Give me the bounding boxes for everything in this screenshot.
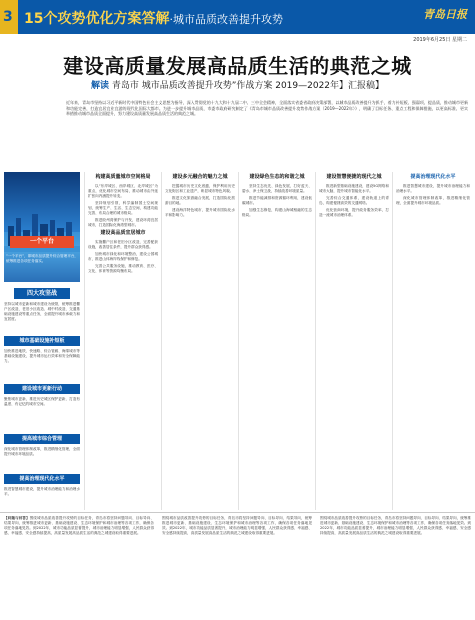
article-column-1 [88,172,158,512]
column-paragraph: 挖掘城市历史文化底蕴，保护利用历史文化街区和工业遗产，彰显城市特色风貌。 [165,184,235,193]
dateline: 2019年6月25日 星期二 [413,37,467,43]
column-heading: 建设绿色生态的和谐之城 [249,174,305,180]
column-paragraph: 完善公共服务设施，推动教育、医疗、文化、体育等资源均衡布局。 [88,264,158,273]
column-paragraph: 推进文化旅游融合发展，打造国际化旅游目的地。 [165,196,235,205]
banner-subtitle: ·城市品质改善提升攻势 [169,13,283,26]
bottom-divider [0,512,475,513]
bottom-column-3 [320,516,471,616]
bottom-article [4,516,471,616]
article-column-4 [319,172,389,512]
newspaper-logo: 青岛日报 [423,8,467,21]
column-heading: 提高治理现代化水平 [410,174,456,180]
banner-title [24,8,283,28]
bottom-text: 围绕城市品质改善提升攻势的目标任务，青岛市将坚持问题导向、目标导向、结果导向，统筹推进城市更新、基础设施建设、生态环境保护和城市治理等各项工作，确保各项任务落地见效。到2022年，城市功能品质显著提升，城市治理能力明显增强，人民群众获得感、幸福感、安全感持续提高，高质量发展高品质生活的典范之城建设取得重要进展。 [162,516,312,535]
column-rule [161,172,162,510]
article-column-5 [396,172,470,512]
page-number: 3 [3,9,13,25]
left-column [4,172,80,510]
hero-tag: 一个平台 [10,236,74,248]
column-heading: 建设多元融合的魅力之城 [172,174,228,180]
section-text-4: 深化城市管理体制改革，推进精细化管理，全面提升城市环境品质。 [4,447,80,456]
column-rule [84,172,85,510]
bottom-text: 围绕城市品质改善提升攻势的目标任务，青岛市将坚持问题导向、目标导向、结果导向，统筹推进城市更新、基础设施建设、生态环境保护和城市治理等各项工作，确保各项任务落地见效。到2022年，城市功能品质显著提升，城市治理能力明显增强，人民群众获得感、幸福感、安全感持续提高，高质量发展高品质生活的典范之城建设取得重要进展。 [4,516,154,535]
column-paragraph: 加强生态修复，构建山海城相融的生态格局。 [242,208,312,217]
bottom-column-1 [4,516,154,616]
column-heading: 建设高品质宜居城市 [100,230,146,236]
banner-title-main: 15个攻势优化方案答解 [24,11,170,27]
headline: 建设高质量发展高品质生活的典范之城 [63,54,412,78]
column-paragraph: 推进节能减排和资源循环利用，建设低碳城市。 [242,196,312,205]
column-paragraph: 坚持规划引领，科学编制国土空间规划，统筹生产、生活、生态空间，构建功能完善、布局合理的城市格局。 [88,201,158,215]
section-heading-4: 提高城市综合管理 [4,434,80,444]
section-text-1: 坚持以城市更新和城市建设为统领，统筹推进棚户区改造、老旧小区改造、城中村改造、交通基础设施建设等重点任务，全面提升城市承载力和宜居度。 [4,302,80,321]
subhead-prefix: 解读 [90,81,109,91]
article-column-2 [165,172,235,512]
section-text-3: 聚焦城市更新，推进历史城区保护更新，打造有温度、有记忆的城市空间。 [4,397,80,406]
bottom-text: 围绕城市品质改善提升攻势的目标任务，青岛市将坚持问题导向、目标导向、结果导向，统筹推进城市更新、基础设施建设、生态环境保护和城市治理等各项工作，确保各项任务落地见效。到2022年，城市功能品质显著提升，城市治理能力明显增强，人民群众获得感、幸福感、安全感持续提高，高质量发展高品质生活的典范之城建设取得重要进展。 [320,516,471,535]
column-paragraph: 建设海洋特色城市，提升城市国际化水平和影响力。 [165,208,235,217]
column-paragraph: 推进智慧城市建设，提升城市治理能力和治理水平。 [396,184,470,193]
column-heading: 建设智慧便捷的现代之城 [326,174,382,180]
column-rule [392,172,393,510]
header-banner [0,0,475,34]
column-paragraph: 以“东岸城区、西岸城区、北岸城区”为重点，优化城市空间布局，推动城市由外延扩张向内涵提升转变。 [88,184,158,198]
column-paragraph: 坚持生态优先、绿色发展，打好蓝天、碧水、净土保卫战，持续改善环境质量。 [242,184,312,193]
column-paragraph: 推进胶州湾保护与开发，建设环湾宜居城市，打造国际化海湾型城市。 [88,218,158,227]
hero-caption: “一个平台”，即城市品质提升综合管理平台，统筹推进各项任务落实。 [6,254,79,263]
section-heading-1: 四大攻坚战 [14,288,70,299]
intro-paragraph: 近年来，青岛市坚持以习近平新时代中国特色社会主义思想为指导，深入贯彻党的十九大和十九届二中、三中全会精神，全面落实省委省政府决策部署，以城市品质改善提升为抓手，着力补短板、强弱项、提品质，推动城市更新和功能完善，打造宜居宜业宜游的现代化国际大都市。为进一步提升城市品质，市委市政府研究制定了《青岛市城市品质改善提升攻势作战方案（2019—2022年）》，明确了目标任务、重点工程和保障措施，以更高标准、更实举措推动城市品质全面提升，努力建设高质量发展高品质生活的典范之城。 [66,100,468,116]
column-paragraph: 优化营商环境，提升政务服务效率，打造一流城市治理体系。 [319,208,389,217]
bottom-lead: 【问题与回答】 [4,516,30,520]
section-heading-5: 提高治理现代化水平 [4,474,80,484]
column-paragraph: 完善综合交通体系，建设轨道上的青岛，构建便捷高效的交通网络。 [319,196,389,205]
article-column-3 [242,172,312,512]
column-paragraph: 实施棚户区和老旧小区改造，完善配套设施，改善居住条件，提升群众获得感。 [88,240,158,249]
column-paragraph: 推进新型基础设施建设，建设5G网络和城市大脑，提升城市智能化水平。 [319,184,389,193]
subhead-text: 青岛市 城市品质改善提升攻势”作战方案 2019—2022年】汇报稿】 [111,81,385,91]
section-text-2: 加快推进地铁、快速路、综合管廊、海绵城市等基础设施建设，提升城市运行效率和安全保障能力。 [4,349,80,363]
hero-image [4,172,80,282]
section-heading-2: 城市基础设施补短板 [4,336,80,346]
section-text-5: 推进智慧城市建设，提升城市治理能力和治理水平。 [4,487,80,496]
subhead [0,78,475,91]
bottom-column-2 [162,516,312,616]
column-paragraph: 深化城市管理体制改革，推进精细化管理，全面提升城市环境品质。 [396,196,470,205]
column-heading: 构建高质量城市空间格局 [95,174,151,180]
column-rule [238,172,239,510]
column-paragraph: 加快城市绿化和环境整治，建设公园城市，推进山体海岸线保护和修复。 [88,252,158,261]
section-heading-3: 建设城市更新行动 [4,384,80,394]
column-rule [315,172,316,510]
